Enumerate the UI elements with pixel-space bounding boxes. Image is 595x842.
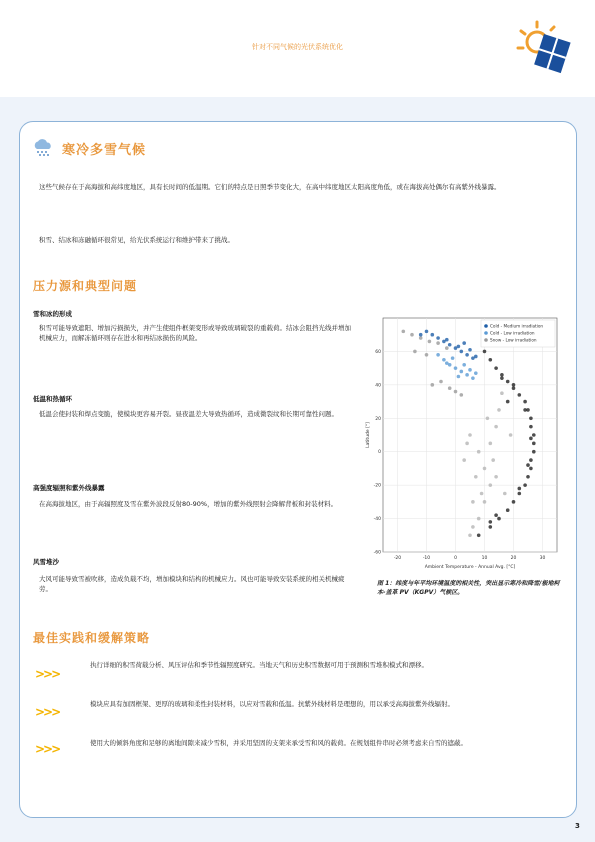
issue-body: 大风可能导致雪被吹移，造成负载不均，增加模块和结构的机械应力。风也可能导致安装系统的相关机械疲劳。 bbox=[39, 575, 345, 593]
data-point bbox=[465, 442, 469, 446]
data-point bbox=[494, 513, 498, 517]
data-point bbox=[439, 380, 443, 384]
intro-paragraph: 这些气候存在于高海拔和高纬度地区，具有长时间的低温期。它们的特点是日照季节变化大，在高中纬度地区太阳高度角低，或在海拔高处偶尔有高紫外线暴露。 bbox=[39, 183, 501, 191]
data-point bbox=[474, 371, 478, 375]
data-point bbox=[506, 400, 510, 404]
x-tick-label: -10 bbox=[422, 556, 431, 561]
data-point bbox=[526, 463, 530, 467]
data-point bbox=[500, 376, 504, 380]
data-point bbox=[486, 416, 490, 420]
data-point bbox=[497, 517, 501, 521]
data-point bbox=[523, 400, 527, 404]
data-point bbox=[462, 458, 466, 462]
chevron-bullet-icon: >>> bbox=[35, 667, 60, 681]
y-tick-label: -60 bbox=[373, 550, 381, 556]
data-point bbox=[451, 356, 455, 360]
x-tick-label: 0 bbox=[454, 556, 457, 561]
data-point bbox=[483, 500, 487, 504]
legend-label: Snow - Low irradiation bbox=[490, 337, 537, 343]
data-point bbox=[489, 442, 493, 446]
y-axis-label: Latitude [°] bbox=[366, 422, 371, 448]
data-point bbox=[448, 343, 452, 347]
data-point bbox=[477, 450, 481, 454]
data-point bbox=[529, 437, 533, 441]
data-point bbox=[489, 525, 493, 529]
data-point bbox=[436, 336, 440, 340]
data-point bbox=[497, 408, 501, 412]
latitude-temperature-chart bbox=[361, 314, 561, 575]
data-point bbox=[457, 375, 461, 379]
data-point bbox=[512, 386, 516, 390]
data-point bbox=[512, 500, 516, 504]
chevron-bullet-icon: >>> bbox=[35, 705, 60, 719]
data-point bbox=[471, 525, 475, 529]
legend-label: Cold - Medium irradiation bbox=[490, 323, 544, 329]
legend-marker bbox=[484, 338, 488, 342]
data-point bbox=[428, 340, 432, 344]
data-point bbox=[532, 450, 536, 454]
figure-caption: 图 1：纬度与年平均环境温度的相关性，突出显示寒冷和降雪/极地柯本-盖革 PV（KGPV）气候区。 bbox=[377, 580, 560, 596]
data-point bbox=[468, 348, 472, 352]
data-point bbox=[529, 416, 533, 420]
data-point bbox=[460, 393, 464, 397]
data-point bbox=[529, 425, 533, 429]
snow-cloud-icon bbox=[33, 139, 53, 157]
section-title-cold-snow: 寒冷多雪气候 bbox=[62, 143, 147, 158]
strategy-item: 使用大的倾斜角度和足够的离地间隙来减少雪积，并采用坚固的支架来承受雪和风的载荷。在规划组件串时必须考虑来自雪的遮蔽。 bbox=[90, 739, 467, 747]
data-point bbox=[431, 333, 435, 337]
strategy-item: 模块应具有加固框架、更厚的玻璃和柔性封装材料，以应对雪载和低温。抗紫外线材料是理想的，用以承受高海拔紫外线辐射。 bbox=[90, 700, 454, 708]
x-tick-label: 30 bbox=[539, 556, 546, 561]
data-point bbox=[494, 425, 498, 429]
snow-challenge-paragraph: 积雪、结冰和冻融循环很常见，给光伏系统运行和维护带来了挑战。 bbox=[39, 236, 234, 244]
x-tick-label: 10 bbox=[481, 556, 488, 561]
data-point bbox=[494, 475, 498, 479]
data-point bbox=[506, 508, 510, 512]
y-tick-label: -40 bbox=[373, 517, 381, 523]
data-point bbox=[480, 492, 484, 496]
strategy-item: 执行详细的积雪荷载分析、风压评估和季节性辐照度研究。当地天气和历史积雪数据可用于预测积雪堆积模式和漂移。 bbox=[90, 661, 428, 669]
data-point bbox=[425, 353, 429, 357]
data-point bbox=[457, 345, 461, 349]
x-tick-label: -20 bbox=[393, 556, 402, 561]
data-point bbox=[445, 338, 449, 342]
data-point bbox=[491, 458, 495, 462]
data-point bbox=[445, 361, 449, 365]
data-point bbox=[529, 458, 533, 462]
issue-heading: 高强度辐照和紫外线暴露 bbox=[33, 484, 105, 492]
data-point bbox=[454, 390, 458, 394]
data-point bbox=[462, 363, 466, 367]
data-point bbox=[489, 483, 493, 487]
data-point bbox=[500, 391, 504, 395]
chevron-bullet-icon: >>> bbox=[35, 742, 60, 756]
page-number: 3 bbox=[575, 822, 580, 830]
legend-marker bbox=[484, 331, 488, 335]
data-point bbox=[474, 475, 478, 479]
data-point bbox=[509, 433, 513, 437]
legend-label: Cold - Low irradiation bbox=[490, 330, 535, 336]
data-point bbox=[468, 433, 472, 437]
data-point bbox=[483, 467, 487, 471]
issue-body: 在高海拔地区，由于高辐照度及雪在紫外波段反射80-90%，增加的紫外线照射会降解背板和封装材料。 bbox=[39, 500, 338, 508]
data-point bbox=[477, 533, 481, 537]
data-point bbox=[436, 341, 440, 345]
data-point bbox=[532, 433, 536, 437]
section-title-stressors: 压力源和典型问题 bbox=[33, 279, 138, 293]
data-point bbox=[442, 358, 446, 362]
data-point bbox=[465, 373, 469, 377]
data-point bbox=[523, 408, 527, 412]
x-tick-label: 20 bbox=[510, 556, 517, 561]
y-tick-label: -20 bbox=[373, 483, 381, 489]
data-point bbox=[431, 383, 435, 387]
data-point bbox=[468, 533, 472, 537]
data-point bbox=[503, 492, 507, 496]
section-title-best-practices: 最佳实践和缓解策略 bbox=[33, 631, 151, 645]
y-tick-label: 0 bbox=[378, 450, 381, 456]
data-point bbox=[474, 355, 478, 359]
data-point bbox=[471, 376, 475, 380]
data-point bbox=[494, 366, 498, 370]
data-point bbox=[454, 366, 458, 370]
data-point bbox=[518, 393, 522, 397]
solar-panel-sun-logo bbox=[515, 18, 577, 74]
data-point bbox=[529, 467, 533, 471]
data-point bbox=[518, 487, 522, 491]
page-header-title: 针对不同气候的光伏系统优化 bbox=[252, 43, 343, 51]
issue-heading: 雪和冰的形成 bbox=[33, 310, 72, 318]
data-point bbox=[477, 517, 481, 521]
data-point bbox=[483, 350, 487, 354]
data-point bbox=[471, 500, 475, 504]
data-point bbox=[500, 373, 504, 377]
data-point bbox=[445, 346, 449, 350]
data-point bbox=[468, 368, 472, 372]
issue-heading: 风雪堆沙 bbox=[33, 558, 59, 566]
y-tick-label: 60 bbox=[375, 349, 381, 355]
x-axis-label: Ambient Temperature - Annual Avg. [°C] bbox=[424, 565, 516, 570]
data-point bbox=[419, 336, 423, 340]
data-point bbox=[523, 483, 527, 487]
data-point bbox=[465, 353, 469, 357]
data-point bbox=[460, 370, 464, 374]
data-point bbox=[436, 353, 440, 357]
data-point bbox=[460, 350, 464, 354]
issue-body: 积雪可能导致遮阳、增加污损损失，并产生使组件框架变形或导致玻璃破裂的重载荷。结冰会阻挡光线并增加机械应力，而解冻循环则存在进水和再结冰损伤的风险。 bbox=[39, 324, 351, 342]
issue-heading: 低温和热循环 bbox=[33, 395, 72, 403]
y-tick-label: 40 bbox=[375, 383, 381, 389]
legend-marker bbox=[484, 324, 488, 328]
y-tick-label: 20 bbox=[375, 416, 381, 422]
data-point bbox=[489, 358, 493, 362]
issue-body: 低温会使封装和焊点变脆，使模块更容易开裂。昼夜温差大导致热循环，造成微裂纹和长期可靠性问题。 bbox=[39, 410, 338, 418]
data-point bbox=[419, 333, 423, 337]
data-point bbox=[506, 380, 510, 384]
data-point bbox=[448, 386, 452, 390]
data-point bbox=[532, 442, 536, 446]
data-point bbox=[462, 341, 466, 345]
data-point bbox=[425, 330, 429, 334]
data-point bbox=[402, 330, 406, 334]
data-point bbox=[526, 475, 530, 479]
data-point bbox=[518, 492, 522, 496]
data-point bbox=[489, 520, 493, 524]
data-point bbox=[512, 383, 516, 387]
data-point bbox=[410, 333, 414, 337]
data-point bbox=[413, 350, 417, 354]
